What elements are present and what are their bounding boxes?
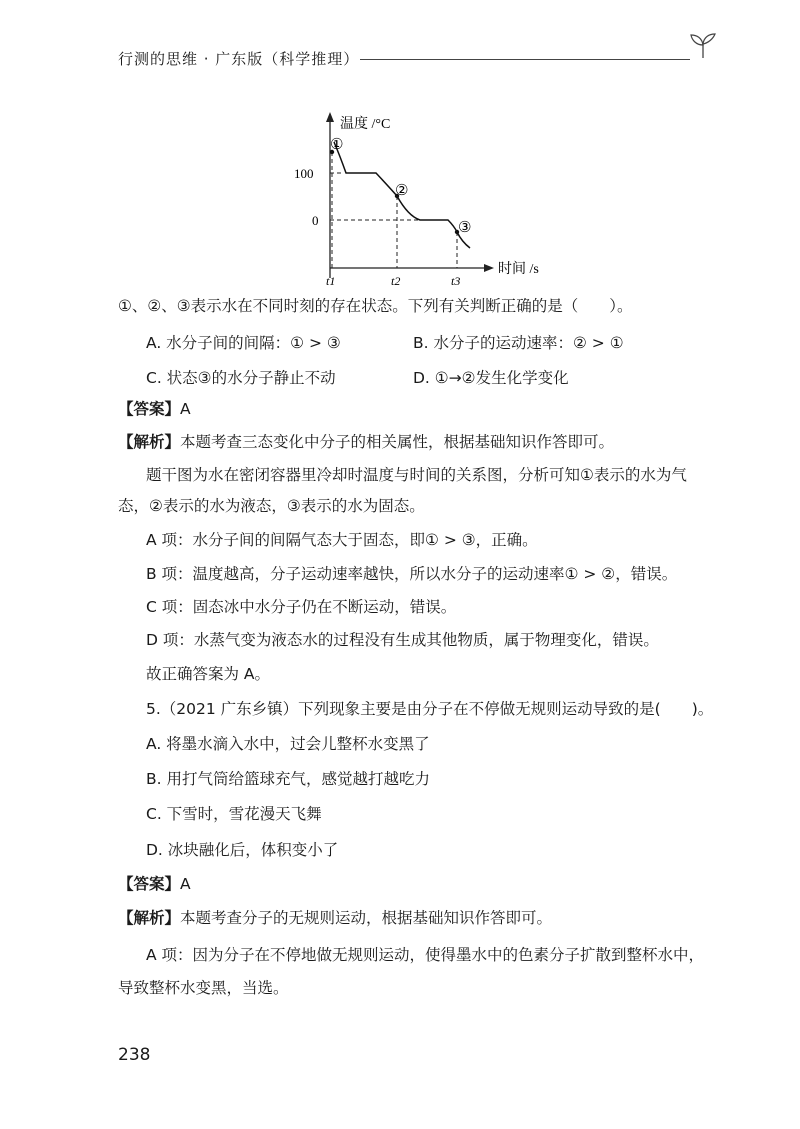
q4-option-c: C. 状态③的水分子静止不动: [146, 369, 336, 387]
marker-1: ①: [330, 135, 344, 153]
q5-option-a: A. 将墨水滴入水中，过会儿整杯水变黑了: [146, 735, 430, 753]
q5-answer: [118, 874, 191, 894]
q4-answer-label: 【答案】: [118, 400, 181, 418]
q4-stem: ①、②、③表示水在不同时刻的存在状态。下列有关判断正确的是（ ）。: [118, 297, 633, 315]
x-tick-t1: t1: [326, 274, 336, 288]
q4-para1b: 态，②表示的水为液态，③表示的水为固态。: [118, 497, 425, 515]
sprout-icon: [688, 30, 718, 60]
q5-option-b: B. 用打气筒给篮球充气，感觉越打越吃力: [146, 770, 430, 788]
header-rule: [360, 59, 690, 60]
q5-answer-label: 【答案】: [118, 875, 181, 893]
q4-option-d: D. ①→②发生化学变化: [413, 369, 569, 387]
q4-option-b: B. 水分子的运动速率：② > ①: [413, 334, 624, 352]
marker-2: ②: [395, 181, 409, 199]
q5-analysis-label: 【解析】: [118, 909, 181, 927]
header-title: 行测的思维 · 广东版（科学推理）: [118, 50, 360, 68]
q4-conclusion: 故正确答案为 A。: [146, 665, 271, 683]
q5-item-a2: 导致整杯水变黑，当选。: [118, 979, 289, 997]
page-number: 238: [118, 1045, 151, 1065]
q4-option-a: A. 水分子间的间隔：① > ③: [146, 334, 341, 352]
y-tick-0: 0: [312, 213, 319, 228]
q5-answer-value: A: [180, 875, 191, 893]
x-tick-t2: t2: [391, 274, 401, 288]
q4-item-b: B 项：温度越高，分子运动速率越快，所以水分子的运动速率① > ②，错误。: [146, 565, 678, 583]
q4-item-d: D 项：水蒸气变为液态水的过程没有生成其他物质，属于物理变化，错误。: [146, 631, 659, 649]
q4-answer: [118, 399, 191, 419]
q5-analysis: [118, 908, 552, 928]
q4-answer-value: A: [180, 400, 191, 418]
q4-analysis: [118, 432, 614, 452]
x-tick-t3: t3: [451, 274, 461, 288]
q5-item-a: A 项：因为分子在不停地做无规则运动，使得墨水中的色素分子扩散到整杯水中，: [146, 946, 705, 964]
y-axis-arrow: [326, 112, 334, 122]
page-header: [118, 48, 718, 72]
x-axis-arrow: [484, 264, 494, 272]
q5-analysis-text: 本题考查分子的无规则运动，根据基础知识作答即可。: [180, 909, 553, 927]
marker-3: ③: [458, 218, 472, 236]
q5-stem: 5.（2021 广东乡镇）下列现象主要是由分子在不停做无规则运动导致的是( )。: [146, 700, 714, 718]
temperature-time-graph: [290, 108, 560, 288]
q4-item-a: A 项：水分子间的间隔气态大于固态，即① > ③，正确。: [146, 531, 538, 549]
y-axis-label: 温度 /°C: [340, 117, 391, 132]
q5-option-c: C. 下雪时，雪花漫天飞舞: [146, 805, 322, 823]
y-tick-100: 100: [294, 166, 314, 181]
x-axis-label: 时间 /s: [498, 262, 539, 277]
q4-analysis-label: 【解析】: [118, 433, 181, 451]
q5-option-d: D. 冰块融化后，体积变小了: [146, 841, 339, 859]
q4-analysis-text: 本题考查三态变化中分子的相关属性，根据基础知识作答即可。: [180, 433, 615, 451]
q4-para1: 题干图为水在密闭容器里冷却时温度与时间的关系图，分析可知①表示的水为气: [146, 466, 687, 484]
q4-item-c: C 项：固态冰中水分子仍在不断运动，错误。: [146, 598, 457, 616]
